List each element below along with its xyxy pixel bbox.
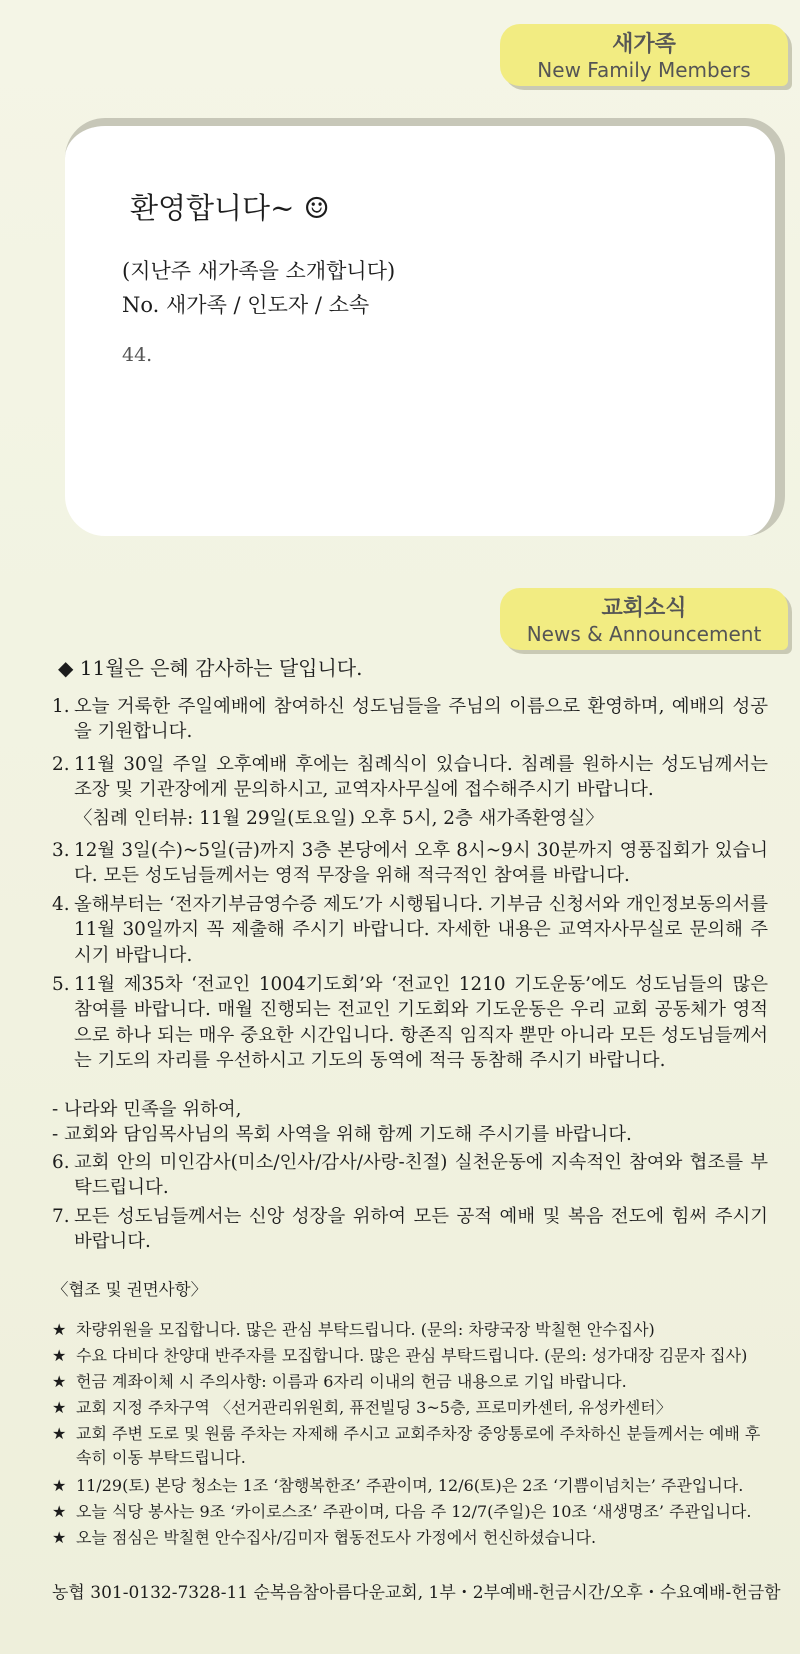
notice-text: 오늘 점심은 박칠현 안수집사/김미자 협동전도사 가정에서 헌신하셨습니다. (76, 1528, 597, 1547)
notice-text: 교회 지정 주차구역 〈선거관리위원회, 퓨전빌딩 3~5층, 프로미카센터, 유성카센터〉 (76, 1398, 672, 1417)
item-number: 2. (52, 754, 70, 775)
item-text: 12월 3일(수)~5일(금)까지 3층 본당에서 오후 8시~9시 30분까지 영풍집회가 있습니다. 모든 성도님들께서는 영적 무장을 위해 적극적인 참여를 바랍니다. (74, 840, 768, 887)
news-item (52, 806, 768, 831)
star-icon: ★ (52, 1346, 67, 1365)
item-text: 11월 제35차 ‘전교인 1004기도회’와 ‘전교인 1210 기도운동’에도 성도님들의 많은 참여를 바랍니다. 매월 진행되는 전교인 기도회와 기도운동은 우리 교회 공동체가 영적으로 하나 되는 매우 중요한 시간입니다. 항존직 임직자 뿐만 아니라 모든 성도님들께서는 기도의 자리를 우선하시고 기도의 동역에 적극 동참해 주시기 바랍니다. (74, 974, 768, 1072)
notice-text: 11/29(토) 본당 청소는 1조 ‘참행복한조’ 주관이며, 12/6(토)은 2조 ‘기쁨이넘치는’ 주관입니다. (76, 1476, 744, 1495)
news-tag (500, 588, 788, 650)
news-title: 교회소식 (601, 596, 687, 621)
notice-text: 오늘 식당 봉사는 9조 ‘카이로스조’ 주관이며, 다음 주 12/7(주일)은 10조 ‘새생명조’ 주관입니다. (76, 1502, 752, 1521)
news-item (52, 752, 768, 803)
news-item (52, 838, 768, 889)
item-number: 1. (52, 696, 70, 717)
dash-line: - 나라와 민족을 위하여, (52, 1099, 242, 1120)
item-text: 모든 성도님들께서는 신앙 성장을 위하여 모든 공적 예배 및 복음 전도에 힘써 주시기 바랍니다. (74, 1206, 768, 1253)
new-family-title: 새가족 (612, 32, 676, 57)
new-family-tag (500, 24, 788, 86)
item-number: 5. (52, 974, 70, 995)
coop-title: 〈협조 및 권면사항〉 (52, 1280, 208, 1299)
item-text: 교회 안의 미인감사(미소/인사/감사/사랑-친절) 실천운동에 지속적인 참여와 협조를 부탁드립니다. (74, 1152, 768, 1199)
notice-item (52, 1370, 772, 1394)
bank-account-line: 농협 301-0132-7328-11 순복음참아름다운교회, 1부・2부예배-헌금시간/오후・수요예배-헌금함 (52, 1583, 781, 1603)
welcome-title: 환영합니다~ ☺ (130, 191, 330, 225)
item-text: 오늘 거룩한 주일예배에 참여하신 성도님들을 주님의 이름으로 환영하며, 예배의 성공을 기원합니다. (74, 696, 768, 743)
star-icon: ★ (52, 1476, 67, 1495)
star-icon: ★ (52, 1424, 67, 1443)
star-icon: ★ (52, 1372, 67, 1391)
news-item (52, 892, 768, 968)
star-icon: ★ (52, 1502, 67, 1521)
notice-item (52, 1500, 772, 1524)
welcome-card (65, 118, 785, 536)
news-item (52, 694, 768, 745)
news-item (52, 972, 768, 1074)
new-family-subtitle: New Family Members (537, 58, 751, 82)
news-subtitle: News & Announcement (526, 622, 762, 646)
notice-item (52, 1474, 772, 1498)
notice-item (52, 1318, 772, 1342)
item-number: 7. (52, 1206, 70, 1227)
notice-item (52, 1396, 772, 1420)
intro-line-2: No. 새가족 / 인도자 / 소속 (122, 293, 370, 317)
notice-text: 헌금 계좌이체 시 주의사항: 이름과 6자리 이내의 헌금 내용으로 기입 바랍니다. (76, 1372, 627, 1391)
item-number: 6. (52, 1152, 70, 1173)
dash-line: - 교회와 담임목사님의 목회 사역을 위해 함께 기도해 주시기를 바랍니다. (52, 1124, 632, 1145)
news-item (52, 1204, 768, 1255)
star-icon: ★ (52, 1320, 67, 1339)
star-icon: ★ (52, 1398, 67, 1417)
news-headline: ◆ 11월은 은혜 감사하는 달입니다. (58, 656, 363, 680)
item-text: 〈침례 인터뷰: 11월 29일(토요일) 오후 5시, 2층 새가족환영실〉 (74, 808, 604, 829)
item-text: 11월 30일 주일 오후예배 후에는 침례식이 있습니다. 침례를 원하시는 성도님께서는 조장 및 기관장에게 문의하시고, 교역자사무실에 접수해주시기 바랍니다. (74, 754, 768, 801)
new-family-entry: 44. (122, 344, 153, 366)
notice-text: 교회 주변 도로 및 원룸 주차는 자제해 주시고 교회주차장 중앙통로에 주차하신 분들께서는 예배 후 속히 이동 부탁드립니다. (76, 1424, 761, 1467)
item-number: 3. (52, 840, 70, 861)
intro-line-1: (지난주 새가족을 소개합니다) (122, 259, 396, 283)
notice-text: 차량위원을 모집합니다. 많은 관심 부탁드립니다. (문의: 차량국장 박칠현 안수집사) (76, 1320, 655, 1339)
notice-item (52, 1422, 772, 1470)
notice-item (52, 1526, 772, 1550)
welcome-intro (122, 254, 395, 322)
notice-item (52, 1344, 772, 1368)
item-text: 올해부터는 ‘전자기부금영수증 제도’가 시행됩니다. 기부금 신청서와 개인정보동의서를 11월 30일까지 꼭 제출해 주시기 바랍니다. 자세한 내용은 교역자사무실로 문의해 주시기 바랍니다. (74, 894, 768, 966)
star-icon: ★ (52, 1528, 67, 1547)
item-number: 4. (52, 894, 70, 915)
news-item (52, 1150, 768, 1201)
notice-text: 수요 다비다 찬양대 반주자를 모집합니다. 많은 관심 부탁드립니다. (문의: 성가대장 김문자 집사) (76, 1346, 748, 1365)
